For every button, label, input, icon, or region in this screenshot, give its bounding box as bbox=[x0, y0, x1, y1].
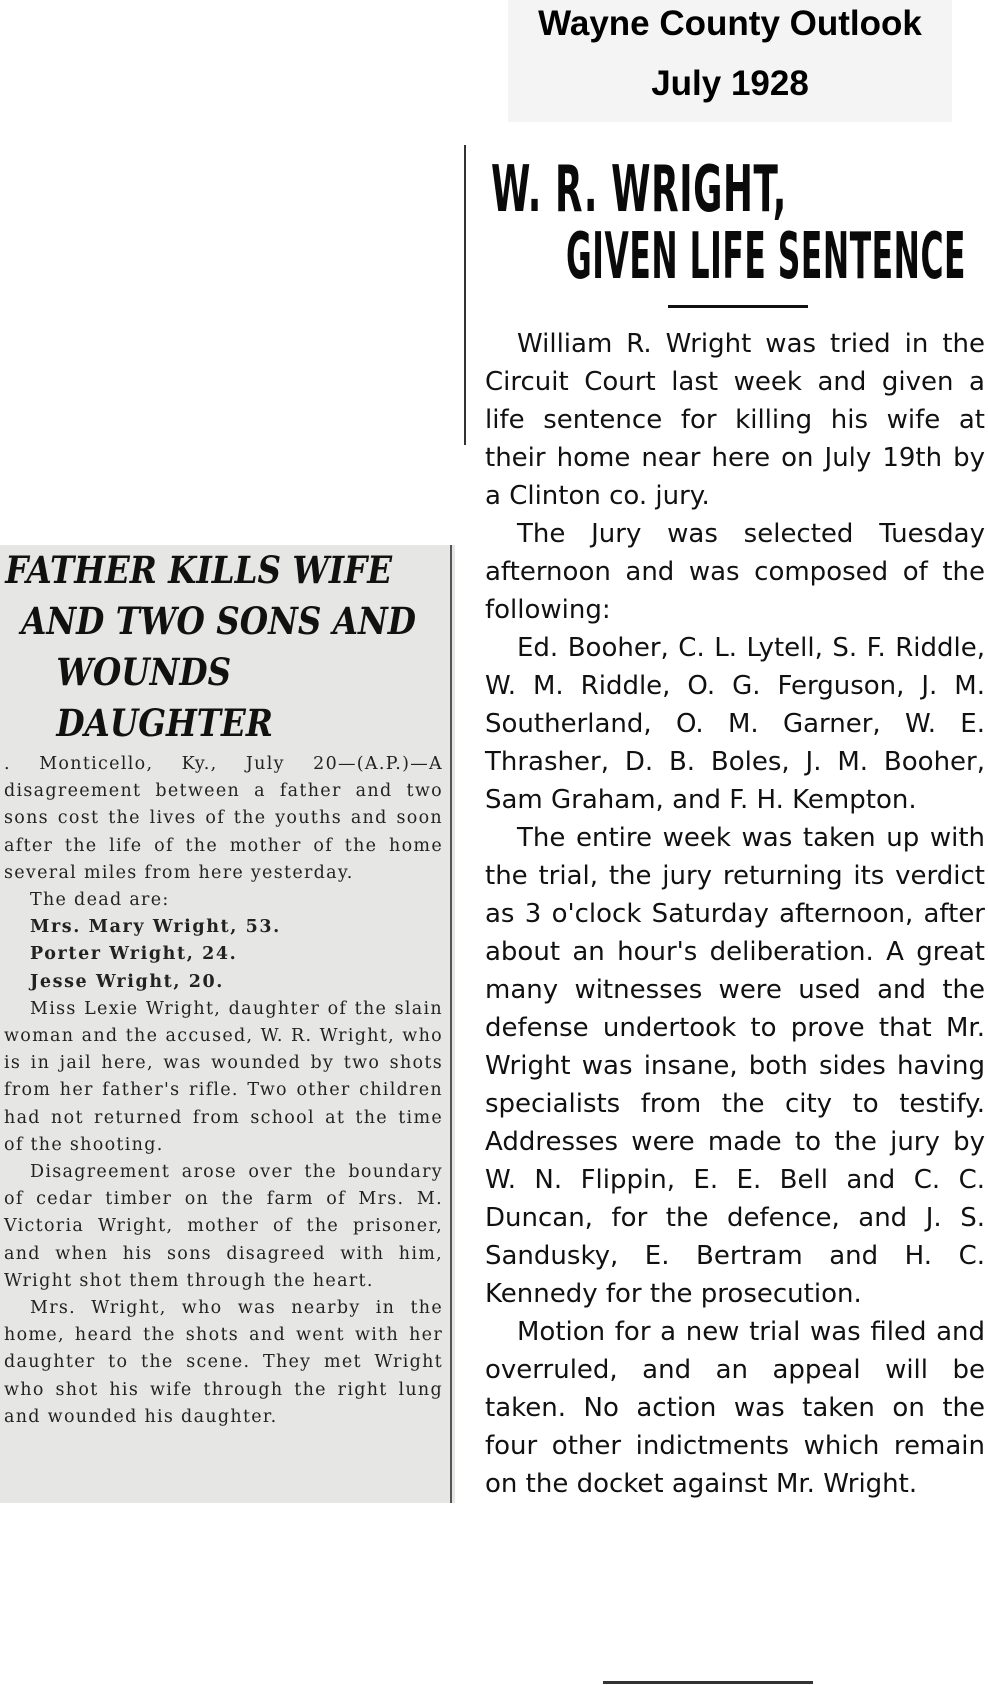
left-headline-line: WOUNDS DAUGHTER bbox=[56, 650, 273, 745]
newspaper-label bbox=[508, 0, 952, 122]
right-headline-line1: W. R. WRIGHT, bbox=[491, 153, 787, 227]
bottom-divider bbox=[603, 1681, 813, 1684]
paragraph: William R. Wright was tried in the Circuit Court last week and given a life sentence for killing his wife at their home near here on July 19th by a Clinton co. jury. bbox=[485, 329, 985, 511]
jury-list-paragraph: Ed. Booher, C. L. Lytell, S. F. Riddle, W. M. Riddle, O. G. Ferguson, J. M. Southerland, O. M. Garner, W. E. Thrasher, D. B. Boles, J. M. Booher, Sam Graham, and F. H. Kempton. bbox=[485, 633, 985, 815]
left-headline-line: AND TWO SONS AND bbox=[21, 599, 416, 643]
dead-list-item: Mrs. Mary Wright, 53. bbox=[30, 917, 281, 938]
paragraph: Mrs. Wright, who was nearby in the home, heard the shots and went with her daughter to the scene. They met Wright who shot his wife through the right lung and wounded his daughter. bbox=[4, 1298, 443, 1427]
right-headline-line2: GIVEN LIFE SENTENCE bbox=[566, 220, 967, 294]
paragraph: The entire week was taken up with the trial, the jury returning its verdict as 3 o'clock Saturday afternoon, after about an hour's deliberation. A great many witnesses were used and the defense undertook to prove that Mr. Wright was insane, both sides having specialists from the city to testify. Addresses were made to the jury by W. N. Flippin, E. E. Bell and C. C. Duncan, for the defence, and J. S. Sandusky, E. Bertram and H. C. Kennedy for the prosecution. bbox=[485, 823, 985, 1309]
column-rule bbox=[464, 145, 466, 445]
right-article-body bbox=[485, 325, 985, 1503]
paragraph: The dead are: bbox=[30, 890, 170, 911]
paragraph: Motion for a new trial was filed and overruled, and an appeal will be taken. No action was taken on the four other indictments which remain on the docket against Mr. Wright. bbox=[485, 1317, 985, 1499]
newspaper-date: July 1928 bbox=[651, 64, 809, 103]
newspaper-name: Wayne County Outlook bbox=[538, 4, 922, 43]
paragraph: The Jury was selected Tuesday afternoon and was composed of the following: bbox=[485, 519, 985, 625]
headline-divider bbox=[668, 305, 808, 308]
right-clipping bbox=[463, 145, 988, 1685]
left-headline bbox=[0, 545, 451, 749]
left-headline-line: FATHER KILLS WIFE bbox=[5, 548, 393, 592]
paragraph: Miss Lexie Wright, daughter of the slain woman and the accused, W. R. Wright, who is in jail here, was wounded by two shots from her father's rifle. Two other children had not returned from school at the time of the shooting. bbox=[4, 998, 443, 1155]
dead-list-item: Porter Wright, 24. bbox=[30, 944, 238, 965]
dateline-paragraph: . Monticello, Ky., July 20—(A.P.)—A disagreement between a father and two sons cost the lives of the youths and soon after the life of the mother of the home several miles from here yesterday. bbox=[4, 754, 443, 883]
left-clipping bbox=[0, 545, 455, 1503]
left-article-body bbox=[0, 749, 455, 1431]
dead-list-item: Jesse Wright, 20. bbox=[30, 971, 224, 992]
paragraph: Disagreement arose over the boundary of cedar timber on the farm of Mrs. M. Victoria Wright, mother of the prisoner, and when his sons disagreed with him, Wright shot them through the heart. bbox=[4, 1162, 443, 1291]
